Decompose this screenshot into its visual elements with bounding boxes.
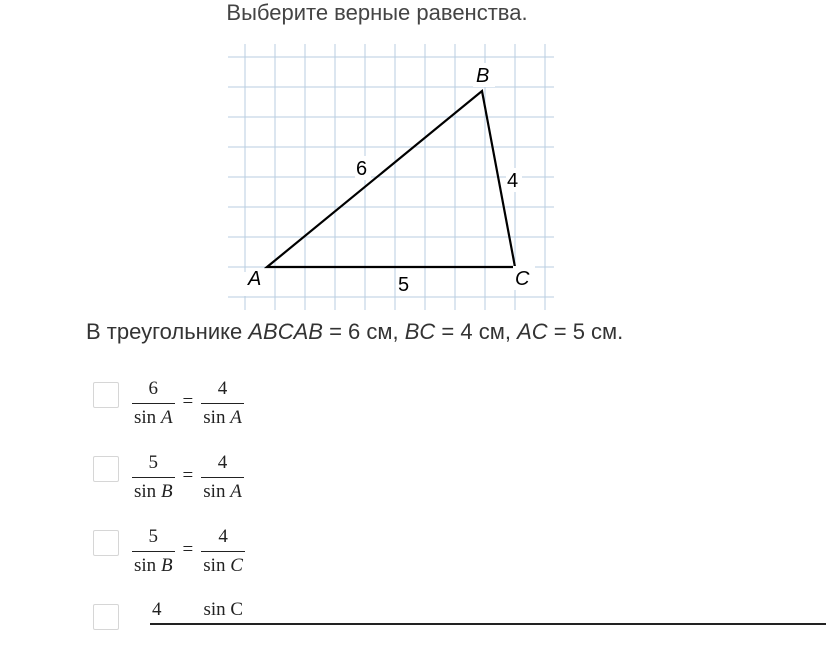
option-1-right-fraction bbox=[201, 378, 244, 429]
answer-option-1 bbox=[93, 378, 493, 442]
angle-text: B bbox=[160, 555, 173, 576]
option-3-equals: = bbox=[182, 538, 194, 560]
condition-side-ab-name: AB bbox=[293, 319, 323, 344]
option-1-left-denominator bbox=[132, 403, 175, 429]
option-2-right-denominator bbox=[201, 477, 244, 503]
answer-option-4 bbox=[93, 599, 493, 664]
angle-text: A bbox=[230, 407, 242, 428]
sin-text: sin bbox=[134, 407, 157, 428]
option-2-right-fraction bbox=[201, 452, 244, 503]
side-ac-label: 5 bbox=[398, 274, 410, 296]
condition-prefix: В треугольнике bbox=[86, 319, 249, 344]
problem-condition bbox=[86, 318, 623, 346]
option-2-left-denominator bbox=[132, 477, 175, 503]
grid bbox=[228, 44, 554, 310]
vertex-c-label: C bbox=[515, 268, 530, 290]
option-3-right-numerator: 4 bbox=[218, 526, 228, 547]
option-1-left-numerator: 6 bbox=[148, 378, 159, 399]
question-title: Выберите верные равенства. bbox=[226, 0, 528, 25]
side-ab-label: 6 bbox=[356, 158, 368, 180]
option-3-checkbox[interactable] bbox=[93, 530, 119, 556]
option-1-left-fraction bbox=[132, 378, 175, 429]
answer-option-3 bbox=[93, 526, 493, 590]
option-4-formula bbox=[132, 599, 243, 621]
option-3-formula bbox=[132, 526, 245, 577]
option-2-equals: = bbox=[182, 464, 194, 486]
option-2-formula bbox=[132, 452, 244, 503]
condition-triangle: ABC bbox=[248, 319, 294, 344]
option-3-left-numerator: 5 bbox=[148, 526, 159, 547]
sin-text: sin bbox=[134, 555, 157, 576]
sin-text: sin bbox=[134, 481, 157, 502]
condition-side-bc-value: = 4 см, bbox=[435, 319, 518, 344]
option-3-left-denominator bbox=[132, 551, 175, 577]
side-bc-label: 4 bbox=[507, 170, 519, 192]
option-2-right-numerator: 4 bbox=[217, 452, 228, 473]
condition-side-ac-value: = 5 см. bbox=[547, 319, 624, 344]
condition-side-ab-value: = 6 см, bbox=[322, 319, 405, 344]
option-1-checkbox[interactable] bbox=[93, 382, 119, 408]
option-4-right-numerator: sin C bbox=[203, 599, 244, 620]
angle-text: A bbox=[160, 407, 173, 428]
answer-option-2 bbox=[93, 452, 493, 516]
bottom-divider bbox=[150, 623, 826, 625]
option-1-equals: = bbox=[182, 390, 194, 412]
condition-side-ac-name: AC bbox=[517, 319, 548, 344]
option-1-formula bbox=[132, 378, 244, 429]
vertex-a-label: A bbox=[248, 268, 262, 290]
sin-text: sin bbox=[203, 555, 226, 576]
option-3-right-fraction bbox=[201, 526, 245, 577]
angle-text: B bbox=[160, 481, 173, 502]
angle-text: C bbox=[230, 555, 243, 576]
sin-text: sin bbox=[203, 407, 226, 428]
triangle-figure bbox=[228, 44, 554, 310]
option-4-left-numerator: 4 bbox=[152, 599, 162, 620]
vertex-b-label: B bbox=[476, 65, 490, 87]
option-4-checkbox[interactable] bbox=[93, 604, 119, 630]
option-2-left-numerator: 5 bbox=[148, 452, 159, 473]
option-3-left-fraction bbox=[132, 526, 175, 577]
sin-text: sin bbox=[203, 481, 226, 502]
option-2-left-fraction bbox=[132, 452, 175, 503]
option-1-right-numerator: 4 bbox=[217, 378, 228, 399]
angle-text: A bbox=[230, 481, 242, 502]
option-3-right-denominator bbox=[201, 551, 245, 577]
condition-side-bc-name: BC bbox=[404, 319, 436, 344]
option-1-right-denominator bbox=[201, 403, 244, 429]
option-2-checkbox[interactable] bbox=[93, 456, 119, 482]
